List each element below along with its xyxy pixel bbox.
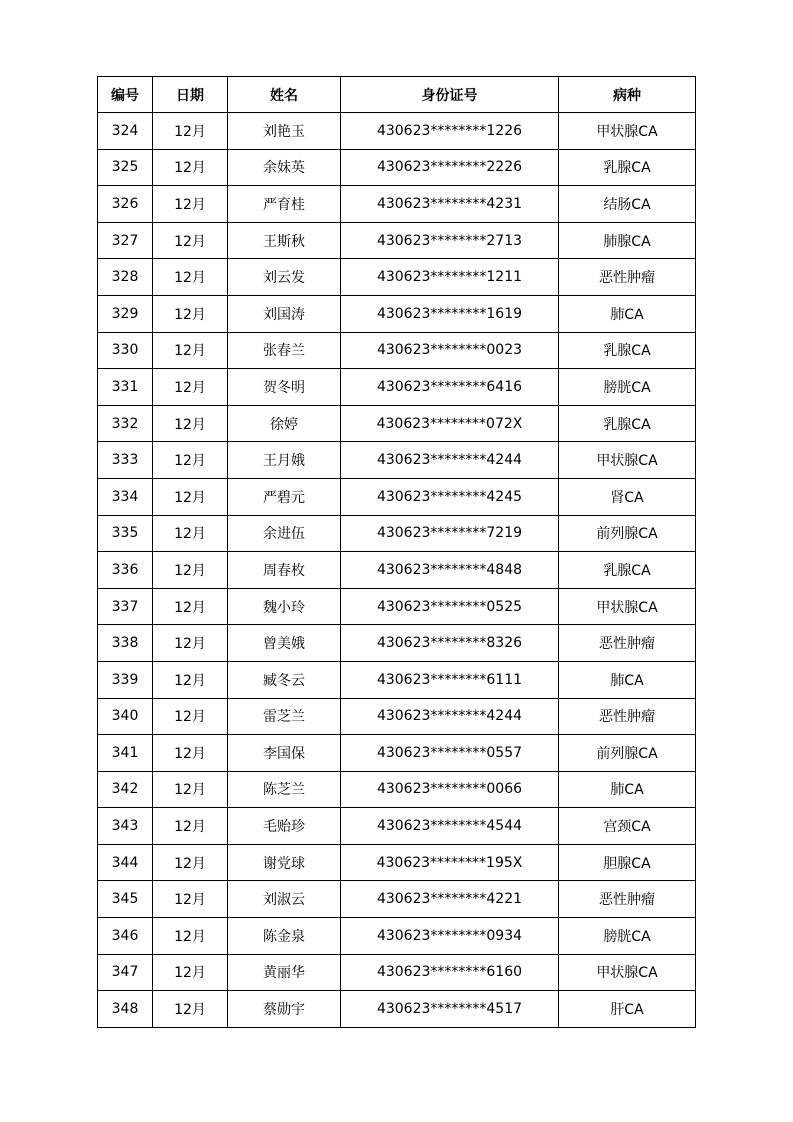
cell-name: 毛贻珍 <box>228 808 341 845</box>
header-cell-number: 编号 <box>98 77 153 113</box>
cell-disease: 恶性肿瘤 <box>559 259 696 296</box>
cell-name: 黄丽华 <box>228 954 341 991</box>
cell-date: 12月 <box>153 332 228 369</box>
cell-number: 337 <box>98 588 153 625</box>
header-cell-id-number: 身份证号 <box>341 77 559 113</box>
cell-date: 12月 <box>153 844 228 881</box>
cell-number: 340 <box>98 698 153 735</box>
cell-id-number: 430623********1211 <box>341 259 559 296</box>
cell-date: 12月 <box>153 405 228 442</box>
header-cell-date: 日期 <box>153 77 228 113</box>
cell-disease: 肺CA <box>559 771 696 808</box>
cell-id-number: 430623********6111 <box>341 661 559 698</box>
cell-number: 342 <box>98 771 153 808</box>
cell-name: 张春兰 <box>228 332 341 369</box>
cell-id-number: 430623********8326 <box>341 625 559 662</box>
cell-name: 陈金泉 <box>228 918 341 955</box>
cell-number: 324 <box>98 113 153 150</box>
cell-number: 347 <box>98 954 153 991</box>
cell-date: 12月 <box>153 588 228 625</box>
cell-number: 341 <box>98 735 153 772</box>
cell-id-number: 430623********0934 <box>341 918 559 955</box>
cell-name: 蔡勋宇 <box>228 991 341 1028</box>
cell-name: 严育桂 <box>228 186 341 223</box>
cell-number: 336 <box>98 552 153 589</box>
table-row <box>98 698 696 735</box>
cell-id-number: 430623********4544 <box>341 808 559 845</box>
cell-date: 12月 <box>153 113 228 150</box>
cell-date: 12月 <box>153 881 228 918</box>
cell-number: 346 <box>98 918 153 955</box>
cell-name: 严碧元 <box>228 478 341 515</box>
table-row <box>98 918 696 955</box>
header-row <box>98 77 696 113</box>
cell-id-number: 430623********195X <box>341 844 559 881</box>
cell-name: 魏小玲 <box>228 588 341 625</box>
table-row <box>98 808 696 845</box>
cell-name: 李国保 <box>228 735 341 772</box>
cell-date: 12月 <box>153 222 228 259</box>
cell-date: 12月 <box>153 149 228 186</box>
table-row <box>98 332 696 369</box>
cell-name: 曾美娥 <box>228 625 341 662</box>
cell-id-number: 430623********4231 <box>341 186 559 223</box>
cell-name: 周春枚 <box>228 552 341 589</box>
cell-date: 12月 <box>153 625 228 662</box>
cell-disease: 乳腺CA <box>559 149 696 186</box>
cell-date: 12月 <box>153 442 228 479</box>
table-row <box>98 881 696 918</box>
table-body <box>98 113 696 1028</box>
cell-disease: 肺腺CA <box>559 222 696 259</box>
cell-date: 12月 <box>153 186 228 223</box>
cell-id-number: 430623********4848 <box>341 552 559 589</box>
cell-date: 12月 <box>153 735 228 772</box>
table-row <box>98 954 696 991</box>
cell-disease: 恶性肿瘤 <box>559 698 696 735</box>
cell-id-number: 430623********0525 <box>341 588 559 625</box>
cell-date: 12月 <box>153 991 228 1028</box>
cell-disease: 膀胱CA <box>559 918 696 955</box>
cell-disease: 甲状腺CA <box>559 588 696 625</box>
cell-disease: 甲状腺CA <box>559 113 696 150</box>
table-row <box>98 295 696 332</box>
cell-disease: 肝CA <box>559 991 696 1028</box>
cell-id-number: 430623********4244 <box>341 698 559 735</box>
cell-disease: 乳腺CA <box>559 332 696 369</box>
cell-id-number: 430623********2713 <box>341 222 559 259</box>
table-row <box>98 478 696 515</box>
cell-disease: 恶性肿瘤 <box>559 881 696 918</box>
cell-disease: 前列腺CA <box>559 515 696 552</box>
table-row <box>98 113 696 150</box>
cell-number: 348 <box>98 991 153 1028</box>
cell-name: 陈芝兰 <box>228 771 341 808</box>
cell-number: 343 <box>98 808 153 845</box>
cell-number: 330 <box>98 332 153 369</box>
cell-date: 12月 <box>153 771 228 808</box>
cell-id-number: 430623********1226 <box>341 113 559 150</box>
cell-disease: 肺CA <box>559 661 696 698</box>
cell-date: 12月 <box>153 661 228 698</box>
cell-number: 328 <box>98 259 153 296</box>
cell-id-number: 430623********4244 <box>341 442 559 479</box>
header-cell-name: 姓名 <box>228 77 341 113</box>
table-row <box>98 771 696 808</box>
cell-number: 335 <box>98 515 153 552</box>
cell-name: 余进伍 <box>228 515 341 552</box>
cell-disease: 宫颈CA <box>559 808 696 845</box>
cell-number: 332 <box>98 405 153 442</box>
cell-id-number: 430623********6160 <box>341 954 559 991</box>
cell-disease: 结肠CA <box>559 186 696 223</box>
cell-name: 刘云发 <box>228 259 341 296</box>
cell-name: 臧冬云 <box>228 661 341 698</box>
cell-number: 333 <box>98 442 153 479</box>
cell-name: 刘国涛 <box>228 295 341 332</box>
cell-date: 12月 <box>153 515 228 552</box>
cell-id-number: 430623********0066 <box>341 771 559 808</box>
cell-date: 12月 <box>153 808 228 845</box>
cell-date: 12月 <box>153 295 228 332</box>
table-row <box>98 259 696 296</box>
cell-date: 12月 <box>153 918 228 955</box>
cell-disease: 恶性肿瘤 <box>559 625 696 662</box>
cell-disease: 甲状腺CA <box>559 442 696 479</box>
cell-number: 326 <box>98 186 153 223</box>
header-cell-disease: 病种 <box>559 77 696 113</box>
cell-name: 雷芝兰 <box>228 698 341 735</box>
cell-id-number: 430623********0557 <box>341 735 559 772</box>
cell-number: 334 <box>98 478 153 515</box>
table-row <box>98 222 696 259</box>
table-row <box>98 515 696 552</box>
cell-number: 338 <box>98 625 153 662</box>
cell-id-number: 430623********4221 <box>341 881 559 918</box>
table-row <box>98 625 696 662</box>
cell-name: 谢党球 <box>228 844 341 881</box>
cell-number: 331 <box>98 369 153 406</box>
cell-disease: 前列腺CA <box>559 735 696 772</box>
cell-disease: 乳腺CA <box>559 405 696 442</box>
cell-number: 327 <box>98 222 153 259</box>
table-row <box>98 991 696 1028</box>
table-row <box>98 552 696 589</box>
cell-disease: 肾CA <box>559 478 696 515</box>
cell-number: 344 <box>98 844 153 881</box>
cell-id-number: 430623********4517 <box>341 991 559 1028</box>
cell-name: 刘淑云 <box>228 881 341 918</box>
cell-number: 345 <box>98 881 153 918</box>
cell-date: 12月 <box>153 259 228 296</box>
table-row <box>98 735 696 772</box>
table-row <box>98 588 696 625</box>
table-header <box>98 77 696 113</box>
cell-date: 12月 <box>153 552 228 589</box>
table-row <box>98 844 696 881</box>
patient-records-table <box>97 76 696 1028</box>
cell-name: 王斯秋 <box>228 222 341 259</box>
cell-id-number: 430623********4245 <box>341 478 559 515</box>
cell-disease: 乳腺CA <box>559 552 696 589</box>
cell-id-number: 430623********7219 <box>341 515 559 552</box>
cell-id-number: 430623********6416 <box>341 369 559 406</box>
table-row <box>98 149 696 186</box>
cell-date: 12月 <box>153 698 228 735</box>
cell-disease: 肺CA <box>559 295 696 332</box>
cell-disease: 胆腺CA <box>559 844 696 881</box>
cell-number: 329 <box>98 295 153 332</box>
table-row <box>98 369 696 406</box>
table-row <box>98 186 696 223</box>
cell-date: 12月 <box>153 478 228 515</box>
cell-name: 王月娥 <box>228 442 341 479</box>
cell-name: 贺冬明 <box>228 369 341 406</box>
cell-id-number: 430623********072X <box>341 405 559 442</box>
cell-date: 12月 <box>153 369 228 406</box>
cell-number: 339 <box>98 661 153 698</box>
cell-date: 12月 <box>153 954 228 991</box>
cell-name: 刘艳玉 <box>228 113 341 150</box>
cell-id-number: 430623********2226 <box>341 149 559 186</box>
cell-disease: 甲状腺CA <box>559 954 696 991</box>
cell-id-number: 430623********1619 <box>341 295 559 332</box>
table-row <box>98 661 696 698</box>
table-row <box>98 442 696 479</box>
cell-id-number: 430623********0023 <box>341 332 559 369</box>
cell-number: 325 <box>98 149 153 186</box>
table-row <box>98 405 696 442</box>
cell-disease: 膀胱CA <box>559 369 696 406</box>
cell-name: 余妹英 <box>228 149 341 186</box>
cell-name: 徐婷 <box>228 405 341 442</box>
